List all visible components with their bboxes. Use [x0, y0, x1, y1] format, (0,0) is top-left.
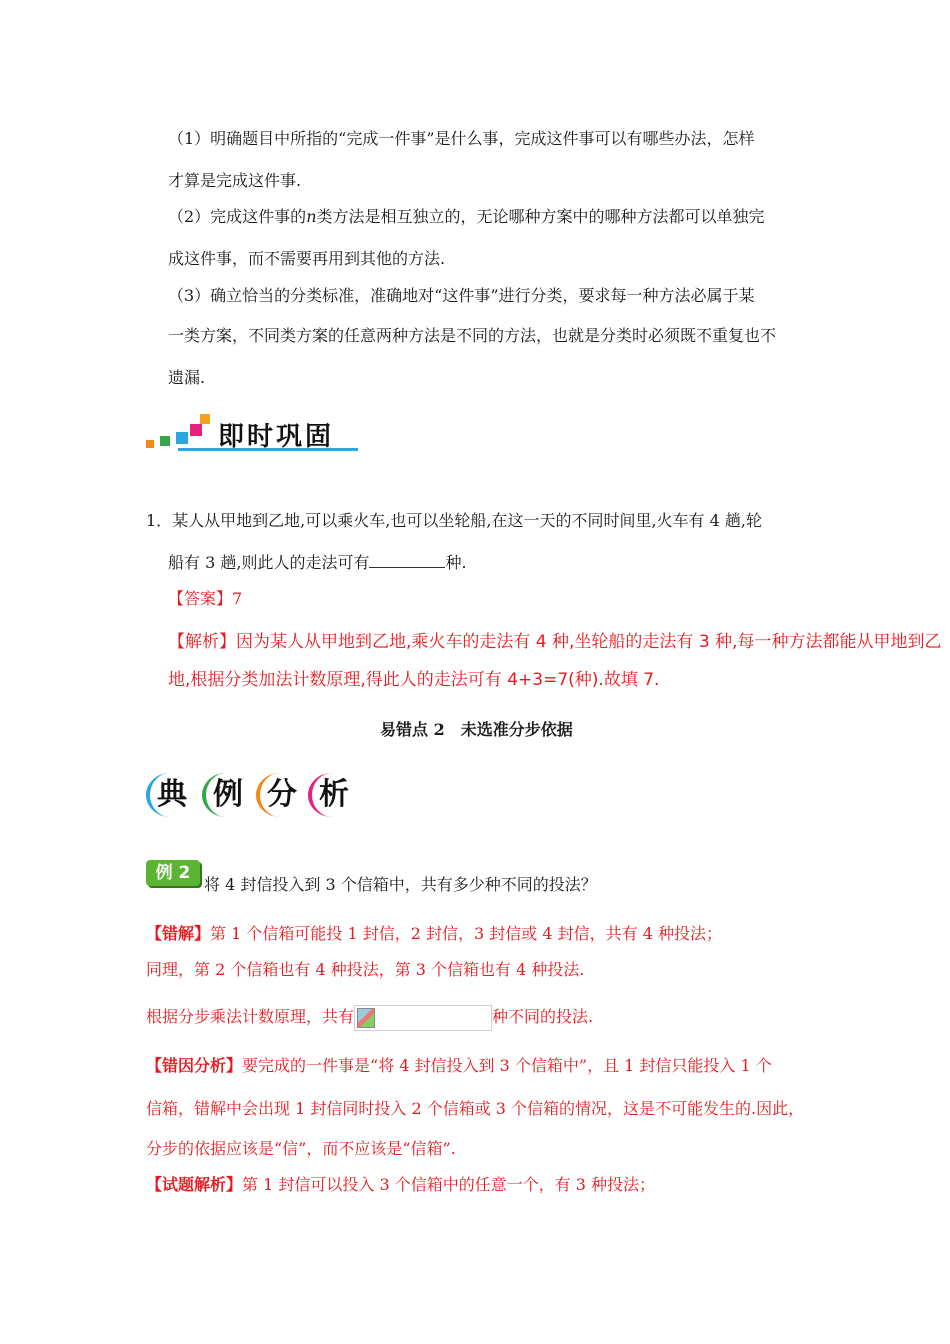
- wrong-solution-line3: [146, 1004, 593, 1031]
- formula-image-placeholder: [354, 1005, 492, 1031]
- reason-line1: [146, 1053, 772, 1076]
- intro-p1-line2: 才算是完成这件事.: [168, 171, 302, 190]
- section-banner: [146, 414, 360, 454]
- case-char-2: 例: [202, 773, 250, 817]
- q1-answer-value: 7: [232, 589, 243, 608]
- solution-text: 第 1 封信可以投入 3 个信箱中的任意一个，有 3 种投法；: [242, 1175, 656, 1194]
- reason-text: 要完成的一件事是“将 4 封信投入到 3 个信箱中”，且 1 封信只能投入 1 个: [242, 1056, 772, 1075]
- banner-square-blue: [176, 432, 188, 444]
- intro-p2-text-a: （2）完成这件事的: [168, 207, 307, 226]
- reason-line2: 信箱，错解中会出现 1 封信同时投入 2 个信箱或 3 个信箱的情况，这是不可能发生的.因此，: [146, 1099, 805, 1118]
- q1-analysis-line2: 地,根据分类加法计数原理,得此人的走法可有 4+3=7(种).故填 7.: [168, 670, 660, 690]
- intro-p3-line2: 一类方案，不同类方案的任意两种方法是不同的方法，也就是分类时必须既不重复也不: [168, 326, 777, 345]
- wrong-solution-line2: 同理，第 2 个信箱也有 4 种投法，第 3 个信箱也有 4 种投法.: [146, 960, 585, 979]
- example-question: 将 4 封信投入到 3 个信箱中，共有多少种不同的投法？: [204, 875, 597, 894]
- q1-line1: 1．某人从甲地到乙地,可以乘火车,也可以坐轮船,在这一天的不同时间里,火车有 4 趟,轮: [146, 511, 762, 530]
- wrong-solution-line1: [146, 921, 722, 944]
- intro-p3-line1: （3）确立恰当的分类标准，准确地对“这件事”进行分类，要求每一种方法必属于某: [168, 286, 755, 305]
- example-badge: 例 2: [146, 860, 200, 886]
- solution-line1: [146, 1172, 655, 1195]
- q1-line2-text-a: 船有 3 趟,则此人的走法可有: [168, 553, 370, 572]
- q1-line2-text-b: 种.: [445, 553, 467, 572]
- wrong-solution-line3-b: 种不同的投法.: [492, 1007, 594, 1026]
- q1-answer-blank: [369, 553, 445, 568]
- banner-title: 即时巩固: [218, 422, 335, 452]
- reason-label: 【错因分析】: [146, 1056, 243, 1075]
- intro-p2-line1: [168, 204, 765, 227]
- banner-square-green: [160, 436, 170, 446]
- intro-p3-line3: 遗漏.: [168, 368, 206, 387]
- intro-p1-line1: （1）明确题目中所指的“完成一件事”是什么事，完成这件事可以有哪些办法，怎样: [168, 129, 755, 148]
- broken-image-icon: [357, 1008, 375, 1028]
- intro-p2-line2: 成这件事，而不需要再用到其他的方法.: [168, 249, 446, 268]
- banner-square-pink: [190, 424, 202, 436]
- q1-answer: [168, 586, 242, 609]
- banner-square-orange: [146, 440, 154, 448]
- wrong-solution-text: 第 1 个信箱可能投 1 封信，2 封信，3 封信或 4 封信，共有 4 种投法；: [210, 924, 722, 943]
- q1-analysis-line1: 【解析】因为某人从甲地到乙地,乘火车的走法有 4 种,坐轮船的走法有 3 种,每一种方法都能从甲地到乙: [168, 632, 942, 652]
- wrong-solution-line3-a: 根据分步乘法计数原理，共有: [146, 1007, 355, 1026]
- case-char-3: 分: [256, 773, 304, 817]
- section-title: 易错点 2 未选准分步依据: [380, 720, 573, 739]
- q1-answer-label: 【答案】: [168, 589, 233, 608]
- reason-line3: 分步的依据应该是“信”，而不应该是“信箱”.: [146, 1139, 456, 1158]
- q1-line2: [168, 550, 467, 573]
- wrong-solution-label: 【错解】: [146, 924, 211, 943]
- intro-p2-n: n: [306, 207, 317, 226]
- banner-square-yellow: [200, 414, 210, 424]
- solution-label: 【试题解析】: [146, 1175, 243, 1194]
- case-char-1: 典: [146, 773, 194, 817]
- intro-p2-text-b: 类方法是相互独立的，无论哪种方案中的哪种方法都可以单独完: [316, 207, 765, 226]
- case-char-4: 析: [308, 773, 356, 817]
